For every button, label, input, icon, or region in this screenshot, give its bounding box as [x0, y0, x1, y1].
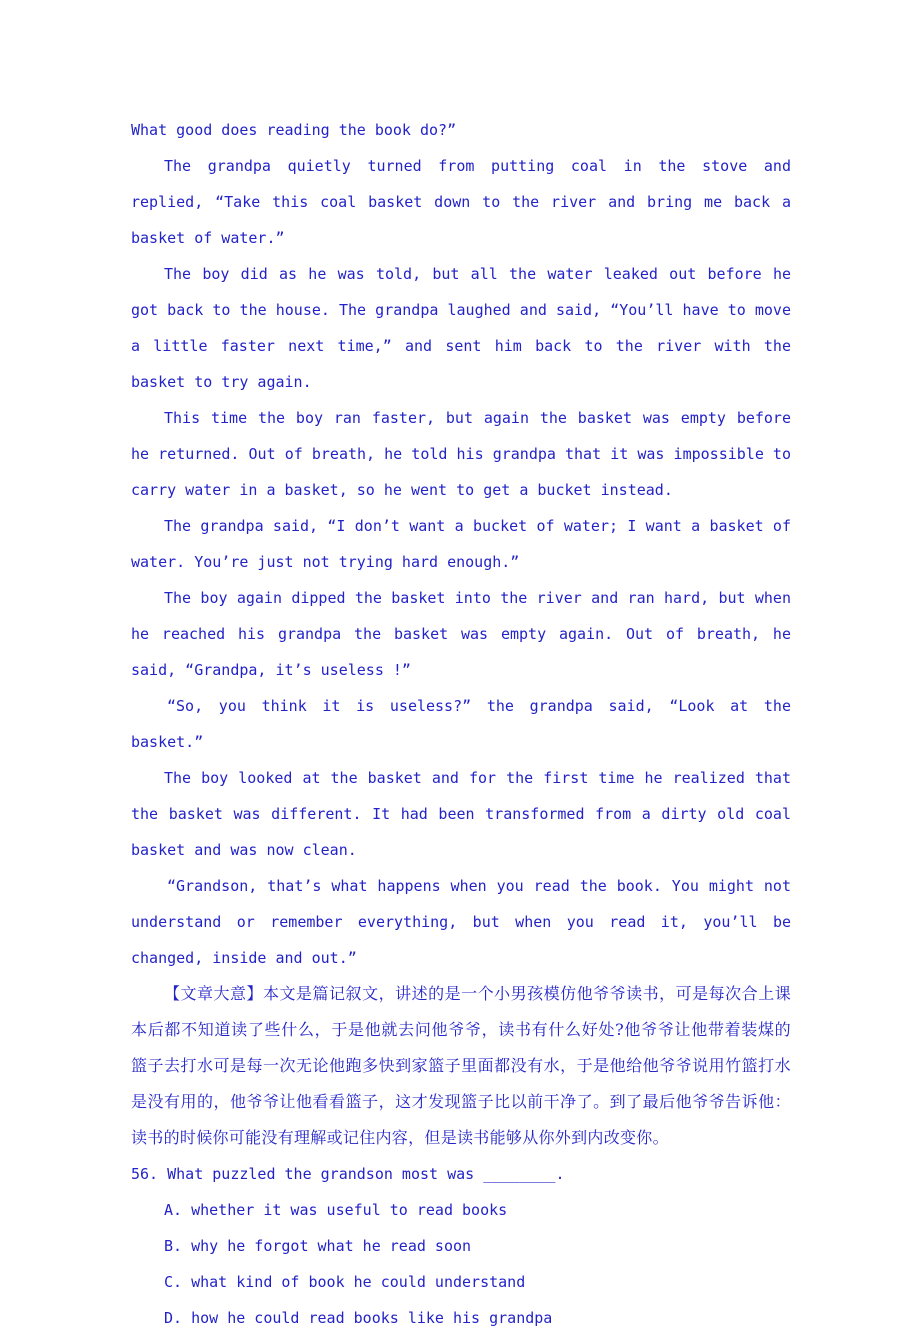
option-d[interactable]: D. how he could read books like his grandpa: [164, 1309, 553, 1327]
passage-paragraph-9: “Grandson, that’s what happens when you read the book. You might not understand or remember everything, but when you read it, you’ll be changed, inside and out.”: [131, 877, 791, 967]
passage-paragraph-5: The grandpa said, “I don’t want a bucket of water; I want a basket of water. You’re just not trying hard enough.”: [131, 517, 791, 571]
summary-paragraph: 【文章大意】本文是篇记叙文，讲述的是一个小男孩模仿他爷爷读书，可是每次合上课本后都不知道读了些什么，于是他就去问他爷爷，读书有什么好处?他爷爷让他带着装煤的篮子去打水可是每一次无论他跑多快到家篮子里面都没有水，于是他给他爷爷说用竹篮打水是没有用的，他爷爷让他看看篮子，这才发现篮子比以前干净了。到了最后他爷爷告诉他：读书的时候你可能没有理解或记住内容，但是读书能够从你外到内改变你。: [131, 984, 791, 1147]
passage-paragraph-4: This time the boy ran faster, but again the basket was empty before he returned. Out of breath, he told his grandpa that it was impossible to carry water in a basket, so he went to get a bucket instead.: [131, 409, 791, 499]
question-stem: 56. What puzzled the grandson most was ________.: [131, 1165, 565, 1183]
passage-paragraph-2: The grandpa quietly turned from putting coal in the stove and replied, “Take this coal basket down to the river and bring me back a basket of water.”: [131, 157, 791, 247]
document-page: [131, 112, 791, 1336]
option-a[interactable]: A. whether it was useful to read books: [164, 1201, 508, 1219]
option-b[interactable]: B. why he forgot what he read soon: [164, 1237, 472, 1255]
passage-paragraph-7: “So, you think it is useless?” the grandpa said, “Look at the basket.”: [131, 697, 791, 751]
passage-paragraph-3: The boy did as he was told, but all the water leaked out before he got back to the house. The grandpa laughed and said, “You’ll have to move a little faster next time,” and sent him back to the river with the basket to try again.: [131, 265, 791, 391]
passage-paragraph-8: The boy looked at the basket and for the first time he realized that the basket was different. It had been transformed from a dirty old coal basket and was now clean.: [131, 769, 791, 859]
passage-paragraph-6: The boy again dipped the basket into the river and ran hard, but when he reached his grandpa the basket was empty again. Out of breath, he said, “Grandpa, it’s useless !”: [131, 589, 791, 679]
option-c[interactable]: C. what kind of book he could understand: [164, 1273, 526, 1291]
passage-paragraph-1: What good does reading the book do?”: [131, 121, 457, 139]
